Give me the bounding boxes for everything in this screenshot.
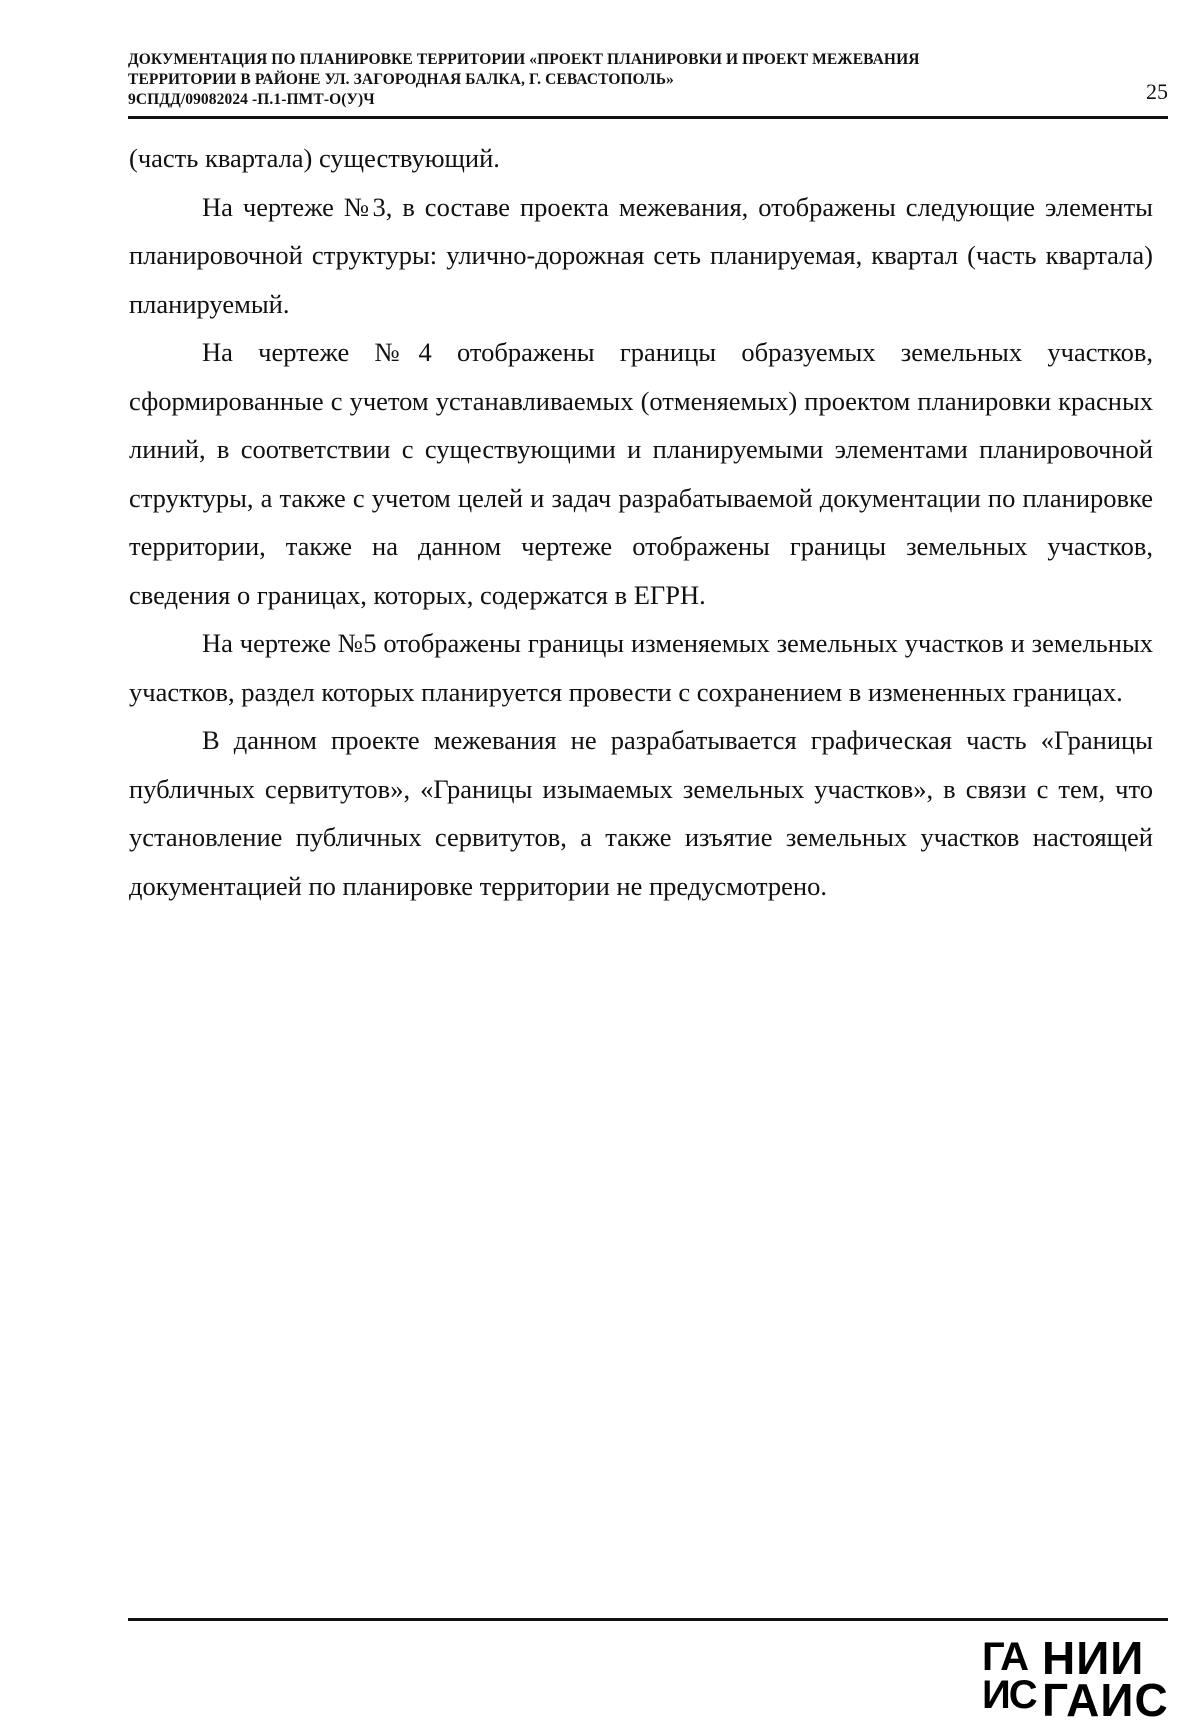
paragraph-drawing-4: На чертеже №4 отображены границы образуемых земельных участков, сформированные с учетом устанавливаемых (отменяемых) проектом планировки красных линий, в соответствии с существующими и планируемыми элементами планировочной структуры, а также с учетом целей и задач разрабатываемой документации по планировке территории, также на данном чертеже отображены границы земельных участков, сведения о границах, которых, содержатся в ЕГРН.: [129, 337, 1153, 610]
footer-divider: [128, 1618, 1168, 1621]
nii-gais-logo: [982, 1632, 1172, 1726]
document-title-block: [128, 50, 1088, 110]
logo-top-left-glyphs: ГА: [982, 1635, 1028, 1679]
logo-bottom-left-glyphs: ИС: [982, 1673, 1036, 1717]
document-header: [128, 50, 1168, 120]
logo-bottom-right-text: ГАИС: [1042, 1674, 1169, 1726]
paragraph-servitudes: В данном проекте межевания не разрабатывается графическая часть «Границы публичных сервитутов», «Границы изымаемых земельных участков», в связи с тем, что установление публичных сервитутов, а также изъятие земельных участков настоящей документацией по планировке территории не предусмотрено.: [129, 725, 1153, 901]
page-number: 25: [1146, 79, 1168, 104]
header-divider: [128, 116, 1168, 119]
paragraph-drawing-3: На чертеже №3, в составе проекта межевания, отображены следующие элементы планировочной структуры: улично-дорожная сеть планируемая, квартал (часть квартала) планируемый.: [129, 191, 1153, 319]
header-title-line-2: ТЕРРИТОРИИ В РАЙОНЕ УЛ. ЗАГОРОДНАЯ БАЛКА, Г. СЕВАСТОПОЛЬ»: [128, 71, 674, 88]
header-title-line-1: ДОКУМЕНТАЦИЯ ПО ПЛАНИРОВКЕ ТЕРРИТОРИИ «ПРОЕКТ ПЛАНИРОВКИ И ПРОЕКТ МЕЖЕВАНИЯ: [128, 51, 920, 68]
header-document-code: 9СПДД/09082024 -П.1-ПМТ-О(У)Ч: [128, 91, 375, 108]
logo-top-right-text: НИИ: [1042, 1632, 1145, 1684]
paragraph-continuation: (часть квартала) существующий.: [129, 143, 500, 173]
paragraph-drawing-5: На чертеже №5 отображены границы изменяемых земельных участков и земельных участков, раздел которых планируется провести с сохранением в измененных границах.: [129, 628, 1153, 707]
page-body: [129, 134, 1153, 910]
